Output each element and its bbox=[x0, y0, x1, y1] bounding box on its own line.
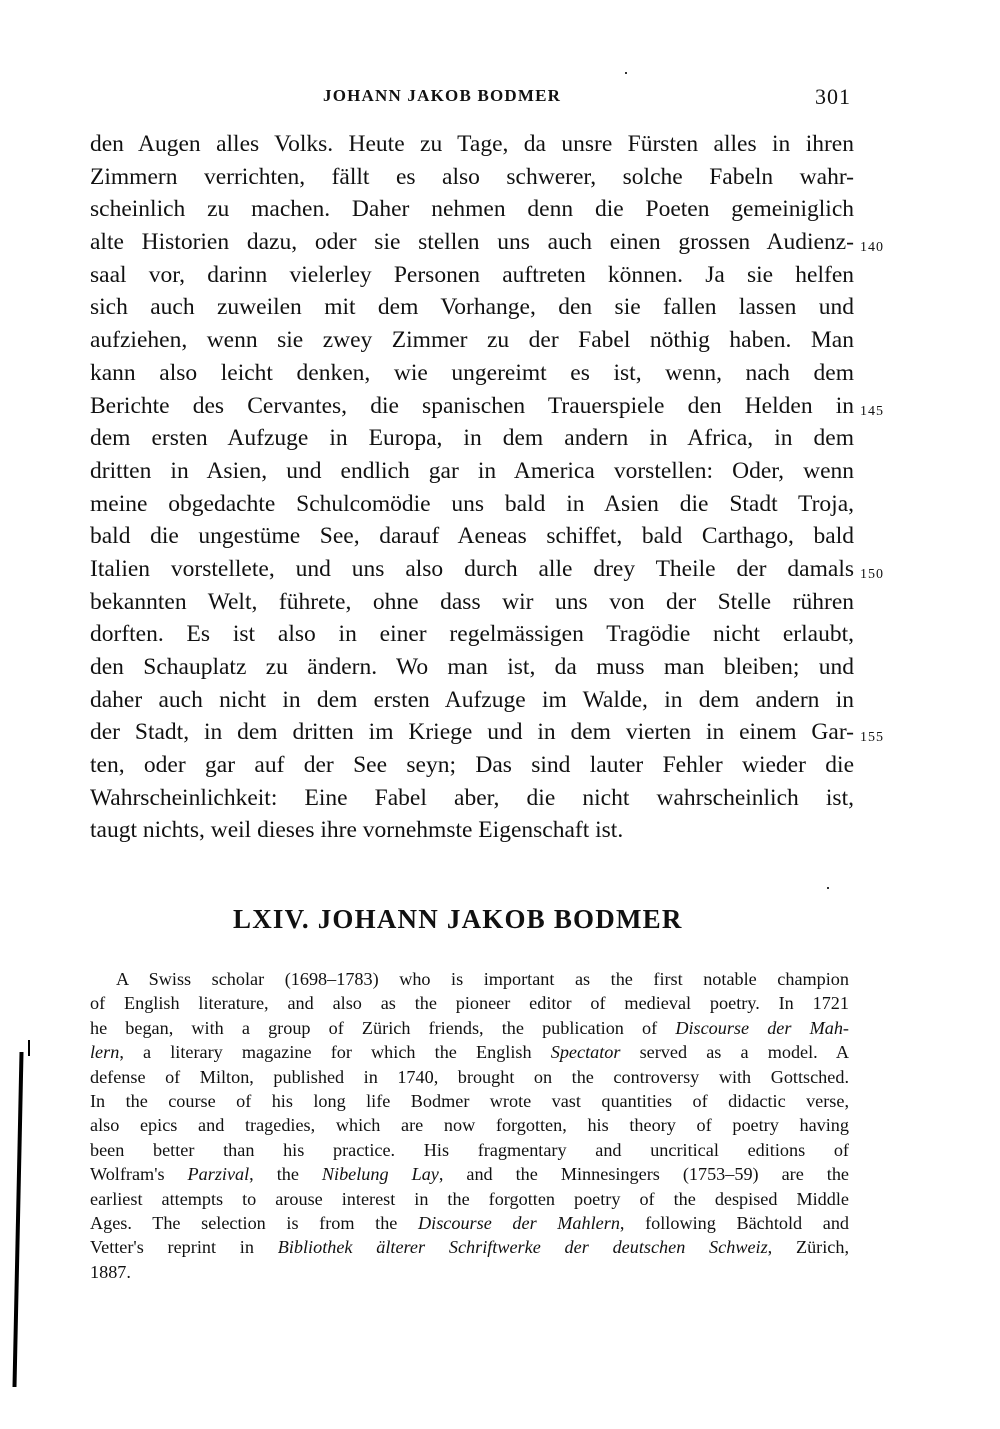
text-line-content: alte Historien dazu, oder sie stellen uns auch einen grossen Audienz- bbox=[90, 229, 854, 256]
line-number: 145 bbox=[860, 403, 884, 419]
text-line bbox=[90, 586, 854, 619]
text-line bbox=[90, 259, 854, 292]
line-number: 150 bbox=[860, 566, 884, 582]
italic-title: Parzival bbox=[187, 1164, 250, 1185]
intro-text: , following Bächtold and bbox=[619, 1212, 850, 1233]
text-line-content: ten, oder gar auf der See seyn; Das sind lauter Fehler wieder die bbox=[90, 752, 854, 779]
line-number: 155 bbox=[860, 730, 884, 746]
intro-text: been better than his practice. His fragmentary and uncritical editions of bbox=[90, 1139, 849, 1160]
scan-speck bbox=[625, 72, 627, 74]
running-head: JOHANN JAKOB BODMER bbox=[323, 86, 562, 105]
text-line bbox=[90, 782, 854, 815]
intro-text: Vetter's reprint in bbox=[90, 1237, 278, 1258]
text-line-content: Italien vorstellete, und uns also durch alle drey Theile der damals bbox=[90, 555, 854, 582]
italic-title: lern bbox=[90, 1042, 120, 1063]
text-line-content: daher auch nicht in dem ersten Aufzuge im Walde, in dem andern in bbox=[90, 686, 854, 713]
text-line bbox=[90, 618, 854, 651]
intro-text: 1887. bbox=[90, 1261, 131, 1282]
text-line-content: taugt nichts, weil dieses ihre vornehmste Eigenschaft ist. bbox=[90, 817, 624, 844]
text-line bbox=[90, 324, 854, 357]
text-line-content: aufziehen, wenn sie zwey Zimmer zu der Fabel nöthig haben. Man bbox=[90, 327, 854, 354]
intro-line bbox=[90, 967, 849, 991]
intro-line bbox=[90, 1065, 849, 1089]
intro-line bbox=[90, 1016, 849, 1040]
intro-line bbox=[90, 1187, 849, 1211]
text-line bbox=[90, 357, 854, 390]
text-line-content: bald die ungestüme See, darauf Aeneas schiffet, bald Carthago, bald bbox=[90, 523, 854, 550]
intro-text: Wolfram's bbox=[90, 1164, 188, 1185]
intro-text: , the bbox=[249, 1164, 322, 1185]
margin-mark bbox=[28, 1040, 30, 1056]
text-line-content: Berichte des Cervantes, die spanischen Trauerspiele den Helden in bbox=[90, 392, 854, 419]
text-line-content: sich auch zuweilen mit dem Vorhange, den sie fallen lassen und bbox=[90, 294, 854, 321]
text-line bbox=[90, 422, 854, 455]
text-line-content: kann also leicht denken, wie ungereimt es ist, wenn, nach dem bbox=[90, 359, 854, 386]
intro-line bbox=[90, 1211, 849, 1235]
text-line bbox=[90, 553, 884, 586]
text-line-content: Wahrscheinlichkeit: Eine Fabel aber, die nicht wahrscheinlich ist, bbox=[90, 784, 854, 811]
intro-line bbox=[90, 1162, 849, 1186]
text-line-content: saal vor, darinn vielerley Personen auftreten können. Ja sie helfen bbox=[90, 261, 854, 288]
text-line bbox=[90, 716, 884, 749]
text-line bbox=[90, 226, 884, 259]
intro-line bbox=[90, 1089, 849, 1113]
intro-text: also epics and tragedies, which are now forgotten, his theory of poetry having bbox=[90, 1115, 849, 1136]
italic-title: Nibelung Lay bbox=[321, 1164, 439, 1185]
text-line bbox=[90, 291, 854, 324]
intro-text: , and the Minnesingers (1753–59) are the bbox=[438, 1164, 849, 1185]
intro-text: , Zürich, bbox=[767, 1237, 850, 1258]
text-line-content: Zimmern verrichten, fällt es also schwerer, solche Fabeln wahr- bbox=[90, 163, 854, 190]
intro-text: Ages. The selection is from the bbox=[90, 1212, 419, 1233]
intro-line bbox=[90, 991, 849, 1015]
intro-text: of English literature, and also as the pioneer editor of medieval poetry. In 1721 bbox=[90, 993, 849, 1014]
line-number: 140 bbox=[860, 240, 884, 256]
scan-speck bbox=[827, 887, 829, 889]
intro-text: he began, with a group of Zürich friends, the publication of bbox=[90, 1017, 676, 1038]
section-title: LXIV. JOHANN JAKOB BODMER bbox=[233, 904, 683, 934]
italic-title: Bibliothek älterer Schriftwerke der deutschen Schweiz bbox=[277, 1237, 768, 1258]
intro-text: A Swiss scholar (1698–1783) who is important as the first notable champion bbox=[116, 969, 849, 989]
margin-scan-line bbox=[12, 1052, 23, 1387]
italic-title: Spectator bbox=[550, 1042, 621, 1063]
text-line-content: scheinlich zu machen. Daher nehmen denn die Poeten gemeiniglich bbox=[90, 196, 854, 223]
page-number: 301 bbox=[815, 84, 851, 109]
intro-line bbox=[90, 1040, 849, 1064]
intro-line bbox=[90, 1235, 849, 1259]
text-line-content: meine obgedachte Schulcomödie uns bald in Asien die Stadt Troja, bbox=[90, 490, 854, 517]
intro-text: defense of Milton, published in 1740, brought on the controversy with Gottsched. bbox=[90, 1066, 849, 1087]
text-line bbox=[90, 814, 854, 847]
text-line bbox=[90, 684, 854, 717]
intro-text: , a literary magazine for which the English bbox=[119, 1042, 551, 1063]
intro-text: In the course of his long life Bodmer wrote vast quantities of didactic verse, bbox=[90, 1090, 849, 1111]
text-line-content: dorften. Es ist also in einer regelmässigen Tragödie nicht erlaubt, bbox=[90, 621, 854, 648]
text-line bbox=[90, 390, 884, 423]
text-line-content: der Stadt, in dem dritten im Kriege und in dem vierten in einem Gar- bbox=[90, 719, 854, 746]
italic-title: Discourse der Mah- bbox=[675, 1017, 849, 1038]
intro-text: served as a model. A bbox=[620, 1042, 850, 1063]
text-line-content: den Augen alles Volks. Heute zu Tage, da unsre Fürsten alles in ihren bbox=[90, 131, 854, 157]
intro-text: earliest attempts to arouse interest in the forgotten poetry of the despised Middle bbox=[90, 1188, 849, 1209]
text-line bbox=[90, 128, 854, 161]
text-line bbox=[90, 749, 854, 782]
text-line bbox=[90, 651, 854, 684]
text-line bbox=[90, 520, 854, 553]
text-line-content: den Schauplatz zu ändern. Wo man ist, da muss man bleiben; und bbox=[90, 654, 854, 680]
italic-title: Discourse der Mahlern bbox=[418, 1212, 620, 1233]
intro-line bbox=[90, 1260, 849, 1284]
text-line bbox=[90, 193, 854, 226]
text-line bbox=[90, 455, 854, 488]
text-line-content: bekannten Welt, führete, ohne dass wir uns von der Stelle rühren bbox=[90, 588, 854, 615]
intro-line bbox=[90, 1138, 849, 1162]
author-introduction bbox=[90, 967, 849, 1284]
text-line bbox=[90, 488, 854, 521]
german-text-passage bbox=[90, 128, 884, 847]
text-line-content: dritten in Asien, und endlich gar in America vorstellen: Oder, wenn bbox=[90, 457, 854, 484]
text-line bbox=[90, 161, 854, 194]
text-line-content: dem ersten Aufzuge in Europa, in dem andern in Africa, in dem bbox=[90, 425, 854, 452]
intro-line bbox=[90, 1113, 849, 1137]
